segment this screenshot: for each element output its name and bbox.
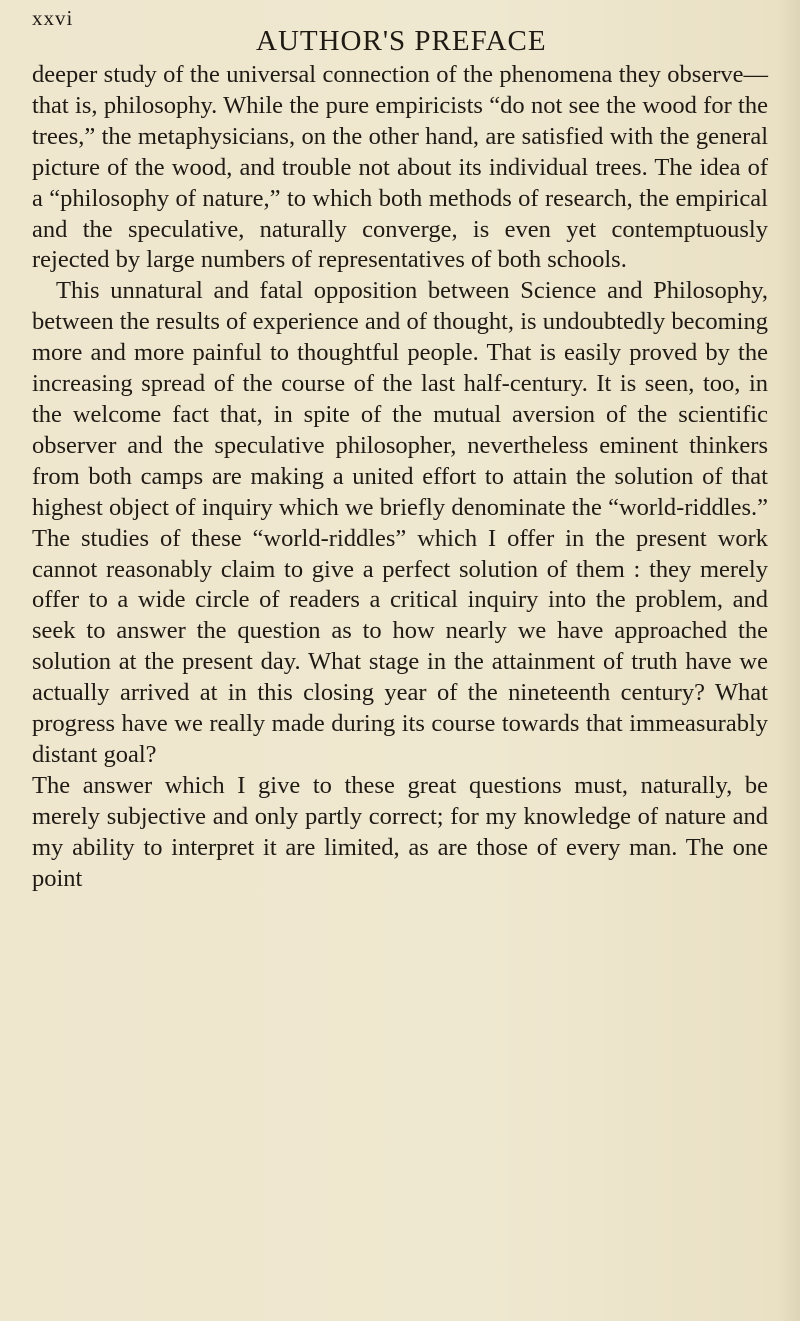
- page-edge-shadow: [778, 0, 800, 1321]
- running-head: AUTHOR'S PREFACE: [256, 25, 547, 57]
- body-text: [32, 60, 768, 894]
- paragraph-1: deeper study of the universal connection of the phenomena they observe—that is, philosophy. While the pure empiricists “do not see the wood for the trees,” the metaphysicians, on the other hand, are satisfied with the general picture of the wood, and trouble not about its individual trees. The idea of a “philosophy of nature,” to which both methods of research, the empirical and the speculative, naturally converge, is even yet contemptuously rejected by large numbers of representatives of both schools.: [32, 61, 768, 274]
- paragraph-2: This unnatural and fatal opposition between Science and Philosophy, between the results of experience and of thought, is undoubtedly becoming more and more painful to thoughtful people. That is easily proved by the increasing spread of the course of the last half-century. It is seen, too, in the welcome fact that, in spite of the mutual aversion of the scientific observer and the speculative philosopher, nevertheless eminent thinkers from both camps are making a united effort to attain the solution of that highest object of inquiry which we briefly denominate the “world-riddles.” The studies of these “world-riddles” which I offer in the present work cannot reasonably claim to give a perfect solution of them : they merely offer to a wide circle of readers a critical inquiry into the problem, and seek to answer the question as to how nearly we have approached the solution at the present day. What stage in the attainment of truth have we actually arrived at in this closing year of the nineteenth century? What progress have we really made during its course towards that immeasurably distant goal?: [32, 277, 768, 768]
- page-header: [32, 6, 768, 66]
- paragraph-3: The answer which I give to these great questions must, naturally, be merely subjective and only partly correct; for my knowledge of nature and my ability to interpret it are limited, as are those of every man. The one point: [32, 771, 768, 892]
- page-number: xxvi: [32, 6, 74, 30]
